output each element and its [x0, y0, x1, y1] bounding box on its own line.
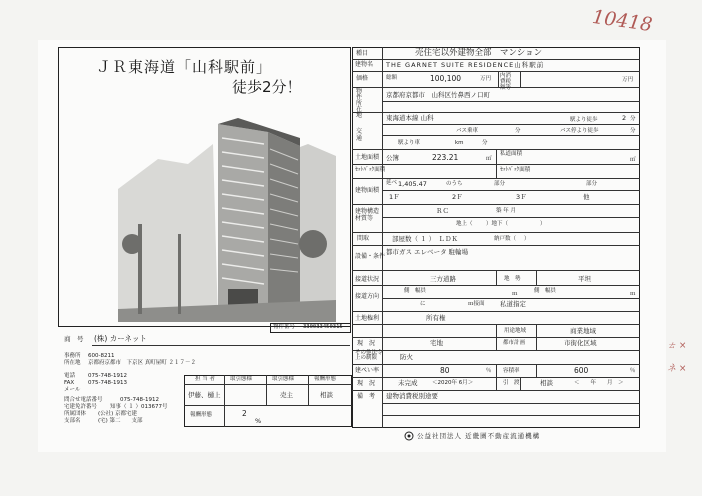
- bldg-area-part3: 部分: [586, 181, 598, 187]
- tel-label: 電話: [64, 373, 76, 379]
- far-unit: ％: [630, 368, 636, 374]
- license-value: 知事（ １ ）013677号: [110, 404, 168, 410]
- staff-header-4: 報酬形態: [314, 376, 337, 382]
- location-value: 京都府京都市 山科区竹鼻西ノ口町: [386, 91, 490, 99]
- office-label: 事務所: [64, 353, 81, 359]
- land-area-label: 土地面積: [355, 154, 380, 161]
- bus-walk-label: バス停より徒歩: [560, 128, 599, 134]
- association-value: (公社) 京都宅建: [98, 411, 138, 417]
- road-frontage: に: [420, 301, 426, 307]
- remarks-value: 建物消費税別途要: [386, 392, 438, 400]
- company-address: 京都府京都市 下京区 真町屋町 ２１７－２: [88, 360, 196, 366]
- license-label: 宅建免許番号: [64, 404, 98, 410]
- road-width-unit-1: ｍ: [512, 291, 518, 297]
- fax-value: 075-748-1913: [88, 380, 127, 386]
- above-label: 地上（: [456, 221, 473, 227]
- layout-value: 部屋数（ １ ） ＬＤＫ: [392, 235, 458, 243]
- line-station: 東海道本線 山科: [386, 114, 434, 122]
- floors-suffix: ）: [540, 221, 546, 227]
- tax-unit: 万円: [622, 77, 634, 83]
- setback-label-2: ｾｯﾄﾊﾞｯｸ面積: [500, 167, 531, 173]
- bus-walk-unit: 分: [630, 128, 636, 134]
- traffic-label: 交通: [356, 128, 363, 142]
- station-walk-unit: 分: [630, 116, 636, 122]
- coverage-unit: ％: [486, 368, 492, 374]
- fee-value: 2: [242, 409, 247, 418]
- floor-3: 3Ｆ: [516, 193, 527, 201]
- handwritten-code: 10418: [590, 5, 654, 37]
- ad-subheadline: 徒歩2分！: [232, 78, 302, 96]
- city-plan-label: 都市計画: [503, 340, 526, 346]
- floor-2: 2Ｆ: [452, 193, 463, 201]
- staff-header-2: 取引態様: [230, 376, 253, 382]
- coverage-value: 80: [440, 366, 450, 375]
- staff-fee-type: 相談: [320, 391, 333, 399]
- location-label: 物件所在地: [356, 88, 363, 119]
- form-title: 売住宅以外建物全部 マンション: [415, 48, 543, 58]
- staff-header-1: 担 当 者: [195, 376, 215, 382]
- land-right-label: 土地権利: [355, 315, 380, 322]
- tax-label: 内消費税額等: [500, 73, 512, 91]
- station-walk-label: 駅より徒歩: [570, 117, 598, 123]
- road-frontage-2: ｍ接面: [468, 301, 485, 307]
- price-sub: 総額: [386, 75, 398, 81]
- fee-unit: %: [255, 417, 262, 425]
- company-label: 商 号: [64, 335, 84, 343]
- fax-label: FAX: [64, 380, 75, 386]
- building-name: THE GARNET SUITE RESIDENCE山科駅前: [386, 61, 545, 69]
- road-dir-label: 接道方向: [355, 293, 380, 300]
- bldg-area-label: 建物面積: [355, 187, 380, 194]
- handwritten-mark-2: ネ ×: [667, 364, 687, 374]
- mail-label: メール: [64, 387, 81, 393]
- office-postal: 600-8211: [88, 353, 115, 359]
- current-value: 宅地: [430, 339, 443, 347]
- price-value: 100,100: [430, 74, 462, 83]
- below-label: ）地下（: [486, 221, 509, 227]
- far-label: 容積率: [503, 368, 520, 374]
- coverage-label: 建ぺい率: [355, 367, 380, 374]
- name-label: 建物名: [355, 61, 374, 68]
- property-no: 330033450315: [303, 324, 343, 330]
- land-use-value: 商業地域: [570, 327, 596, 335]
- remarks-label: 備 考: [357, 393, 376, 400]
- footer-org: 公益社団法人 近畿圏不動産流通機構: [417, 432, 541, 440]
- floor-other: 他: [583, 193, 590, 201]
- terrain-label: 地 勢: [504, 276, 521, 282]
- status-value: 未完成: [398, 379, 418, 387]
- bus-label: バス乗車: [456, 128, 479, 134]
- inquiry-tel-label: 問合せ電話番号: [64, 397, 103, 403]
- staff-table: [184, 375, 352, 427]
- equipment-label: 設備・条件: [355, 253, 386, 260]
- delivery-label: 引 渡: [503, 380, 520, 386]
- association-label: 所属団体: [64, 411, 87, 417]
- fee-label: 報酬形態: [190, 412, 213, 418]
- ad-headline: ＪＲ東海道「山科駅前」: [96, 58, 273, 76]
- bus-unit: 分: [515, 128, 521, 134]
- road-type-label: 私道指定: [500, 300, 526, 308]
- other-legal-label: その他法令上の制限: [355, 350, 383, 361]
- terrain-value: 平坦: [578, 275, 591, 283]
- road-status-label: 接道状況: [355, 276, 380, 283]
- station-walk-value: 2: [622, 114, 627, 122]
- land-area-unit: ㎡: [486, 156, 492, 162]
- city-plan-value: 市街化区域: [564, 339, 597, 347]
- equipment-value: 都市ガス エレベータ 駐輪場: [386, 248, 469, 256]
- staff-mode: 売主: [280, 391, 293, 399]
- property-no-label: 物件番号: [273, 324, 296, 330]
- handwritten-mark-1: ㄊ ×: [667, 341, 687, 351]
- bldg-area-part2: 部分: [494, 181, 506, 187]
- bldg-area-value: 1,405.47: [398, 180, 427, 188]
- completion-value: ＜2020年 6月＞: [432, 380, 474, 386]
- road-side-1: 側 幅員: [404, 288, 427, 294]
- branch-value: (宅) 第二 支部: [98, 418, 143, 424]
- road-side-2: 側 幅員: [534, 288, 557, 294]
- bldg-area-part: のうち: [446, 181, 463, 187]
- structure-label: 建物構造材質等: [355, 208, 380, 222]
- bldg-area-sub: 延べ: [386, 180, 398, 186]
- tel-value[interactable]: 075-748-1912: [88, 373, 127, 379]
- layout-label: 間取: [357, 235, 370, 242]
- land-use-label: 用途地域: [504, 328, 527, 334]
- road-status-value: 三方道路: [430, 275, 456, 283]
- type-label: 種目: [356, 50, 369, 57]
- staff-name: 伊藤、樋上: [188, 391, 221, 399]
- setback-label: ｾｯﾄﾊﾞｯｸ面積: [355, 167, 386, 173]
- current-label: 現 況: [357, 340, 376, 347]
- building-photo: [118, 104, 336, 322]
- station-car-min: 分: [482, 140, 488, 146]
- floor-1: 1Ｆ: [389, 193, 400, 201]
- built-label: 築 年 月: [496, 208, 516, 214]
- land-area-sub: 公簿: [386, 154, 399, 162]
- inquiry-tel[interactable]: 075-748-1912: [120, 397, 159, 403]
- branch-label: 支部名: [64, 418, 81, 424]
- delivery-value: 相談: [540, 379, 553, 387]
- storage-label: 納戸数（: [494, 236, 517, 242]
- delivery-date: ＜ 年 月 ＞: [574, 380, 624, 386]
- road-width-unit-2: ｍ: [630, 291, 636, 297]
- other-legal-value: 防火: [400, 353, 413, 361]
- private-road-unit: ㎡: [630, 157, 636, 163]
- association-logo-icon: [404, 431, 414, 441]
- station-car-label: 駅より車: [398, 140, 421, 146]
- company-name: (株) カーネット: [94, 334, 147, 343]
- station-car-unit: km: [455, 140, 464, 146]
- structure-value: ＲＣ: [436, 207, 449, 215]
- staff-header-3: 取引態様: [272, 376, 295, 382]
- storage-suffix: ）: [524, 236, 530, 242]
- land-area-value: 223.21: [432, 153, 459, 162]
- land-right-value: 所有権: [426, 314, 446, 322]
- status-label: 現 況: [357, 380, 376, 387]
- price-unit: 万円: [480, 76, 492, 82]
- price-label: 価格: [356, 75, 369, 82]
- far-value: 600: [574, 366, 589, 375]
- private-road-label: 私道面積: [500, 151, 523, 157]
- address-label: 所在地: [64, 360, 81, 366]
